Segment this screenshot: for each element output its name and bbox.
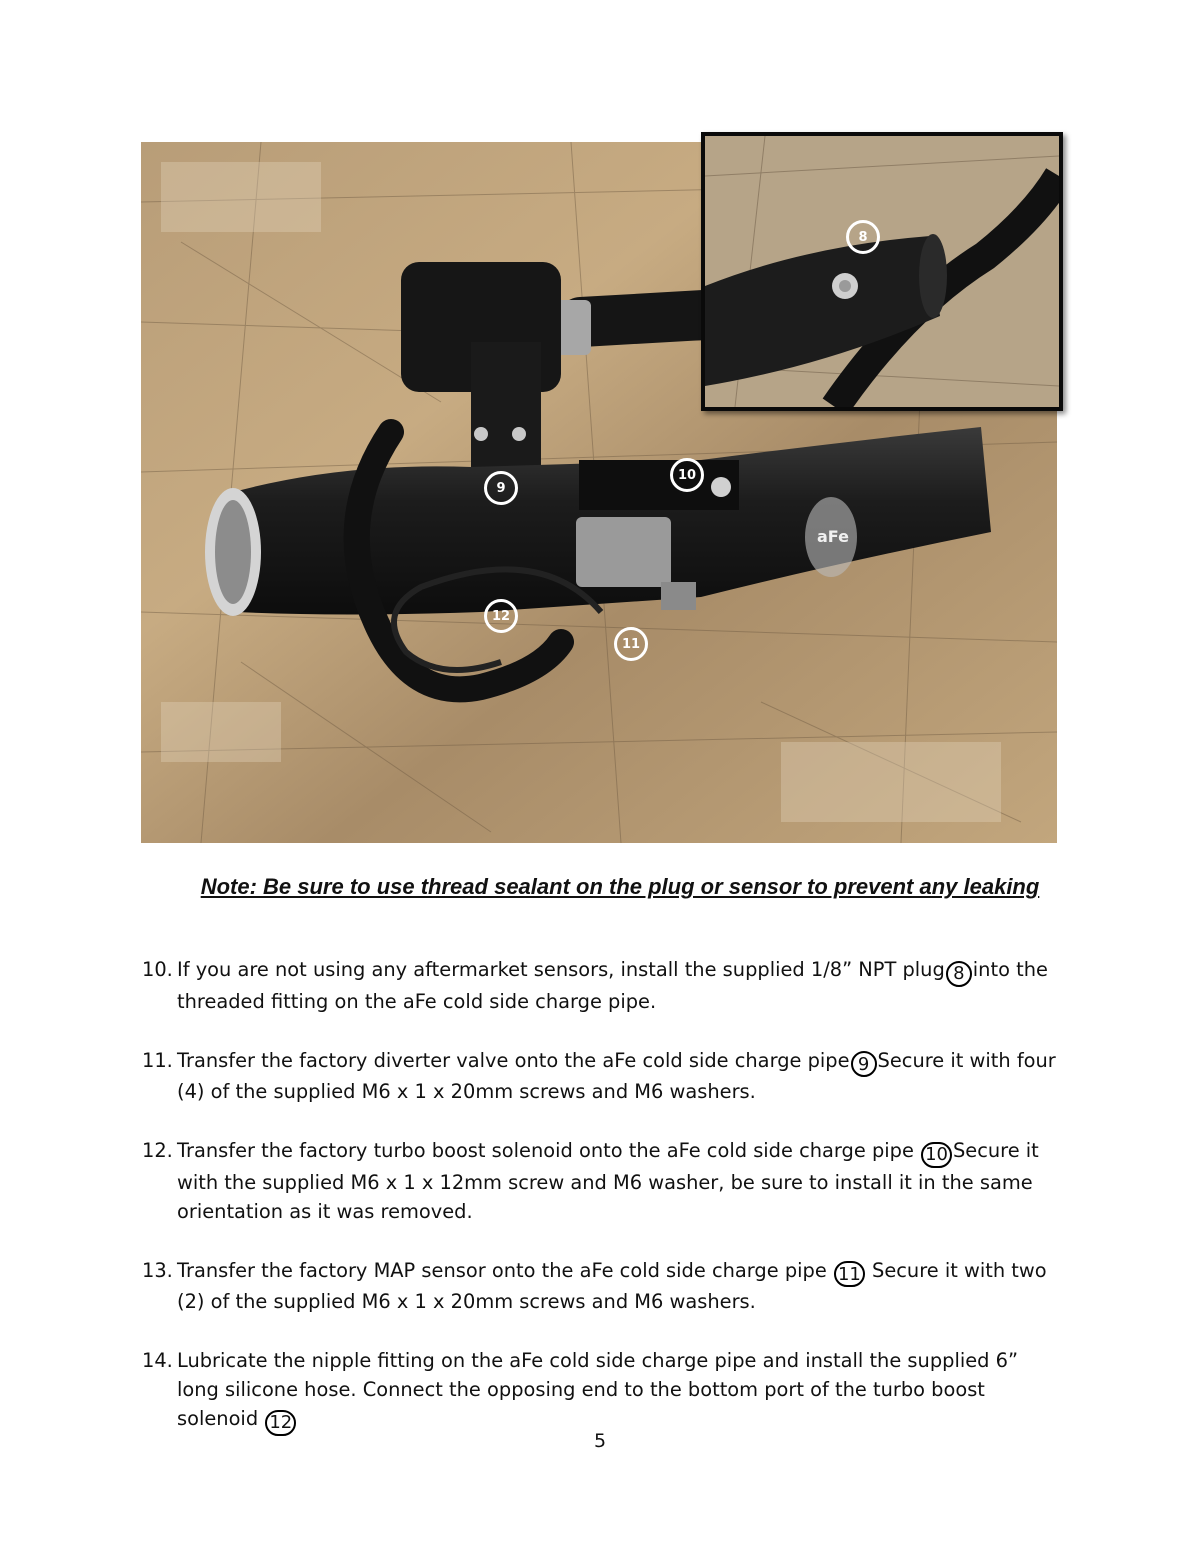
step-text-after: Secure it with four (4) of the supplied M6 x 1 x 20mm screws and M6 washers. bbox=[177, 1048, 1056, 1103]
step-text-after: into the threaded fitting on the aFe cold side charge pipe. bbox=[177, 958, 1048, 1013]
step-10 bbox=[142, 955, 1062, 1016]
step-12 bbox=[142, 1136, 1062, 1226]
step-number: 10. bbox=[142, 958, 173, 981]
callout-8 bbox=[846, 220, 880, 254]
callout-9 bbox=[484, 471, 518, 505]
reference-circle: 12 bbox=[265, 1410, 296, 1436]
reference-circle: 8 bbox=[946, 961, 972, 987]
step-text-before: Lubricate the nipple fitting on the aFe cold side charge pipe and install the supplied 6” long silicone hose. Connect the opposing end to the bottom port of the turbo boost solenoid bbox=[177, 1349, 1019, 1430]
pipe-logo-text: aFe bbox=[817, 527, 849, 546]
callout-10 bbox=[670, 458, 704, 492]
callout-11 bbox=[614, 627, 648, 661]
step-text bbox=[177, 1346, 1062, 1436]
reference-circle: 10 bbox=[921, 1142, 952, 1168]
step-14 bbox=[142, 1346, 1062, 1436]
reference-circle: 9 bbox=[851, 1051, 877, 1077]
step-number: 11. bbox=[142, 1048, 173, 1072]
step-text bbox=[177, 1256, 1062, 1317]
step-text-before: If you are not using any aftermarket sensors, install the supplied 1/8” NPT plug bbox=[177, 958, 945, 981]
step-13 bbox=[142, 1256, 1062, 1317]
step-number: 12. bbox=[142, 1139, 173, 1162]
step-text-before: Transfer the factory diverter valve onto the aFe cold side charge pipe bbox=[177, 1048, 850, 1072]
step-text-after: Secure it with two (2) of the supplied M6 x 1 x 20mm screws and M6 washers. bbox=[177, 1258, 1047, 1313]
step-text-before: Transfer the factory MAP sensor onto the aFe cold side charge pipe bbox=[177, 1258, 827, 1282]
callout-11-label: 11 bbox=[621, 636, 641, 652]
step-number: 14. bbox=[142, 1349, 173, 1372]
step-text-after: Secure it with the supplied M6 x 1 x 12mm screw and M6 washer, be sure to install it in the same orientation as it was removed. bbox=[177, 1139, 1039, 1223]
reference-circle: 11 bbox=[834, 1261, 865, 1287]
step-text bbox=[177, 1136, 1062, 1226]
inset-photo bbox=[701, 132, 1063, 411]
instruction-list bbox=[142, 955, 1062, 1466]
note-text: Note: Be sure to use thread sealant on the plug or sensor to prevent any leaking bbox=[200, 874, 1040, 899]
step-text bbox=[177, 955, 1062, 1016]
callout-12 bbox=[484, 599, 518, 633]
callout-9-label: 9 bbox=[496, 480, 506, 496]
callout-10-label: 10 bbox=[677, 467, 697, 483]
page-number: 5 bbox=[593, 1430, 607, 1452]
callout-12-label: 12 bbox=[491, 608, 511, 624]
inset-plug-illustration bbox=[705, 136, 1059, 407]
step-number: 13. bbox=[142, 1258, 173, 1282]
step-text-before: Transfer the factory turbo boost solenoid onto the aFe cold side charge pipe bbox=[177, 1139, 914, 1162]
step-text bbox=[177, 1046, 1062, 1107]
callout-8-label: 8 bbox=[858, 229, 868, 245]
step-11 bbox=[142, 1046, 1062, 1107]
